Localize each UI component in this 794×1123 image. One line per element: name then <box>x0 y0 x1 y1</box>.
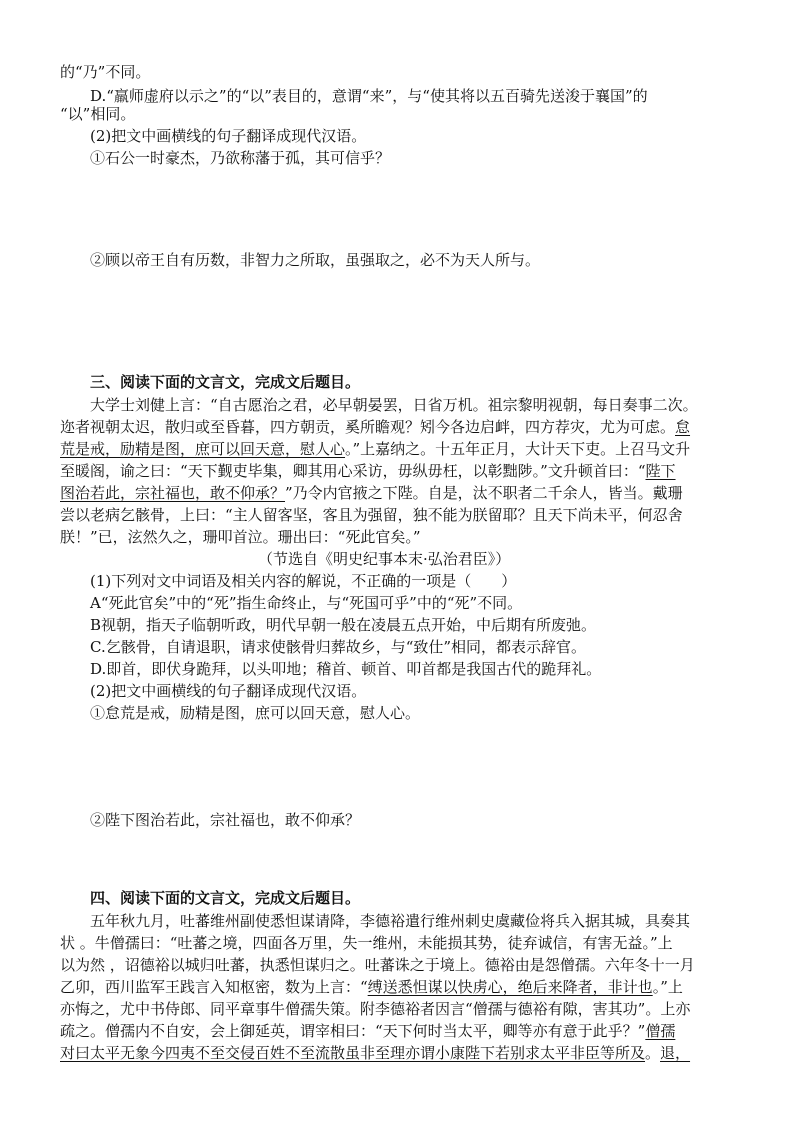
text-line: 的“乃”不同。 <box>60 63 151 81</box>
passage-line: 以为然 ，诏德裕以城归吐蕃，执悉怛谋归之。吐蕃诛之于境上。德裕由是怨僧孺。六年冬十一月 <box>60 956 695 974</box>
passage-line: 乙卯，西川监军王践言入知枢密，数为上言：“缚送悉怛谋以快虏心，绝后来降者，非计也。”上 <box>60 978 683 996</box>
passage-line: 迩者视朝太迟，散归或至昏暮，四方朝贡，奚所瞻观？矧今各边启衅，四方荐灾，尤为可虑。怠 <box>60 418 691 436</box>
text-line: “以”相同。 <box>60 105 136 123</box>
option-c: C.乞骸骨，自请退职，请求使骸骨归葬故乡，与“致仕”相同，都表示辞官。 <box>90 638 587 656</box>
passage-line: 状 。牛僧孺曰：“吐蕃之境，四面各万里，失一维州，未能损其势，徒弃诚信，有害无益。”上 <box>60 934 673 952</box>
translation-item-1: ①怠荒是戒，励精是图，庶可以回天意，慰人心。 <box>90 704 421 722</box>
passage-line: 朕！”已，泫然久之，珊叩首泣。珊出曰：“死此官矣。” <box>60 528 421 546</box>
translation-item-2: ②陛下图治若此，宗社福也，敢不仰承？ <box>90 811 361 829</box>
question-1-prompt: (1)下列对文中词语及相关内容的解说，不正确的一项是（ ） <box>90 572 517 590</box>
passage-line: 亦悔之，尤中书侍郎、同平章事牛僧孺失策。附李德裕者因言“僧孺与德裕有隙，害其功”。上亦 <box>60 1000 691 1018</box>
passage-line: 至暖阁，谕之曰：“天下觐吏毕集，卿其用心采访，毋纵毋枉，以彰黜陟。”文升顿首曰：“陛下 <box>60 462 676 480</box>
passage-line: 疏之。僧孺内不自安，会上御延英，谓宰相曰：“天下何时当太平，卿等亦有意于此乎？”僧孺 <box>60 1022 676 1040</box>
passage-line: 大学士刘健上言：“自古愿治之君，必早朝晏罢，日省万机。祖宗黎明视朝，每日奏事二次。 <box>90 396 698 414</box>
passage-line: 尝以老病乞骸骨，上曰：“主人留客坚，客且为强留，独不能为朕留耶？且天下尚未平，何忍舍 <box>60 506 683 524</box>
section-heading-4: 四、阅读下面的文言文，完成文后题目。 <box>90 889 361 907</box>
passage-line: 荒是戒，励精是图，庶可以回天意，慰人心。”上嘉纳之。十五年正月，大计天下吏。上召马文升 <box>60 440 691 458</box>
question-2-prompt: (2)把文中画横线的句子翻译成现代汉语。 <box>90 127 367 145</box>
question-2-prompt: (2)把文中画横线的句子翻译成现代汉语。 <box>90 682 367 700</box>
passage-line: 对曰太平无象今四夷不至交侵百姓不至流散虽非至理亦谓小康陛下若别求太平非臣等所及。退， <box>60 1044 691 1062</box>
option-a: A“死此官矣”中的“死”指生命终止，与“死国可乎”中的“死”不同。 <box>90 594 523 612</box>
passage-line: 图治若此，宗社福也，敢不仰承？”乃令内官掖之下陛。自是，汰不职者二千余人，皆当。戴珊 <box>60 484 683 502</box>
section-heading-3: 三、阅读下面的文言文，完成文后题目。 <box>90 373 361 391</box>
translation-item-2: ②顾以帝王自有历数，非智力之所取，虽强取之，必不为天人所与。 <box>90 251 541 269</box>
passage-line: 五年秋九月，吐蕃维州副使悉怛谋请降，李德裕遣行维州刺史虞藏俭将兵入据其城，具奏其 <box>90 912 691 930</box>
underlined-sentence: 对曰太平无象今四夷不至交侵百姓不至流散虽非至理亦谓小康陛下若别求太平非臣等所及 <box>60 1044 646 1062</box>
option-d: D.即首，即伏身跪拜，以头叩地；稽首、顿首、叩首都是我国古代的跪拜礼。 <box>90 660 602 678</box>
source-citation: （节选自《明史纪事本末·弘治君臣》） <box>258 550 511 568</box>
option-d: D.“羸师虚府以示之”的“以”表目的，意谓“来”，与“使其将以五百骑先送浚于襄国”的 <box>90 87 648 105</box>
option-b: B视朝，指天子临朝听政，明代早朝一般在凌晨五点开始，中后期有所废弛。 <box>90 616 597 634</box>
underlined-sentence: 图治若此，宗社福也，敢不仰承？ <box>60 484 286 502</box>
underlined-sentence: 荒是戒，励精是图，庶可以回天意，慰人心 <box>60 440 346 458</box>
translation-item-1: ①石公一时豪杰，乃欲称藩于孤，其可信乎？ <box>90 149 391 167</box>
underlined-sentence: 缚送悉怛谋以快虏心，绝后来降者，非计也 <box>367 978 653 996</box>
